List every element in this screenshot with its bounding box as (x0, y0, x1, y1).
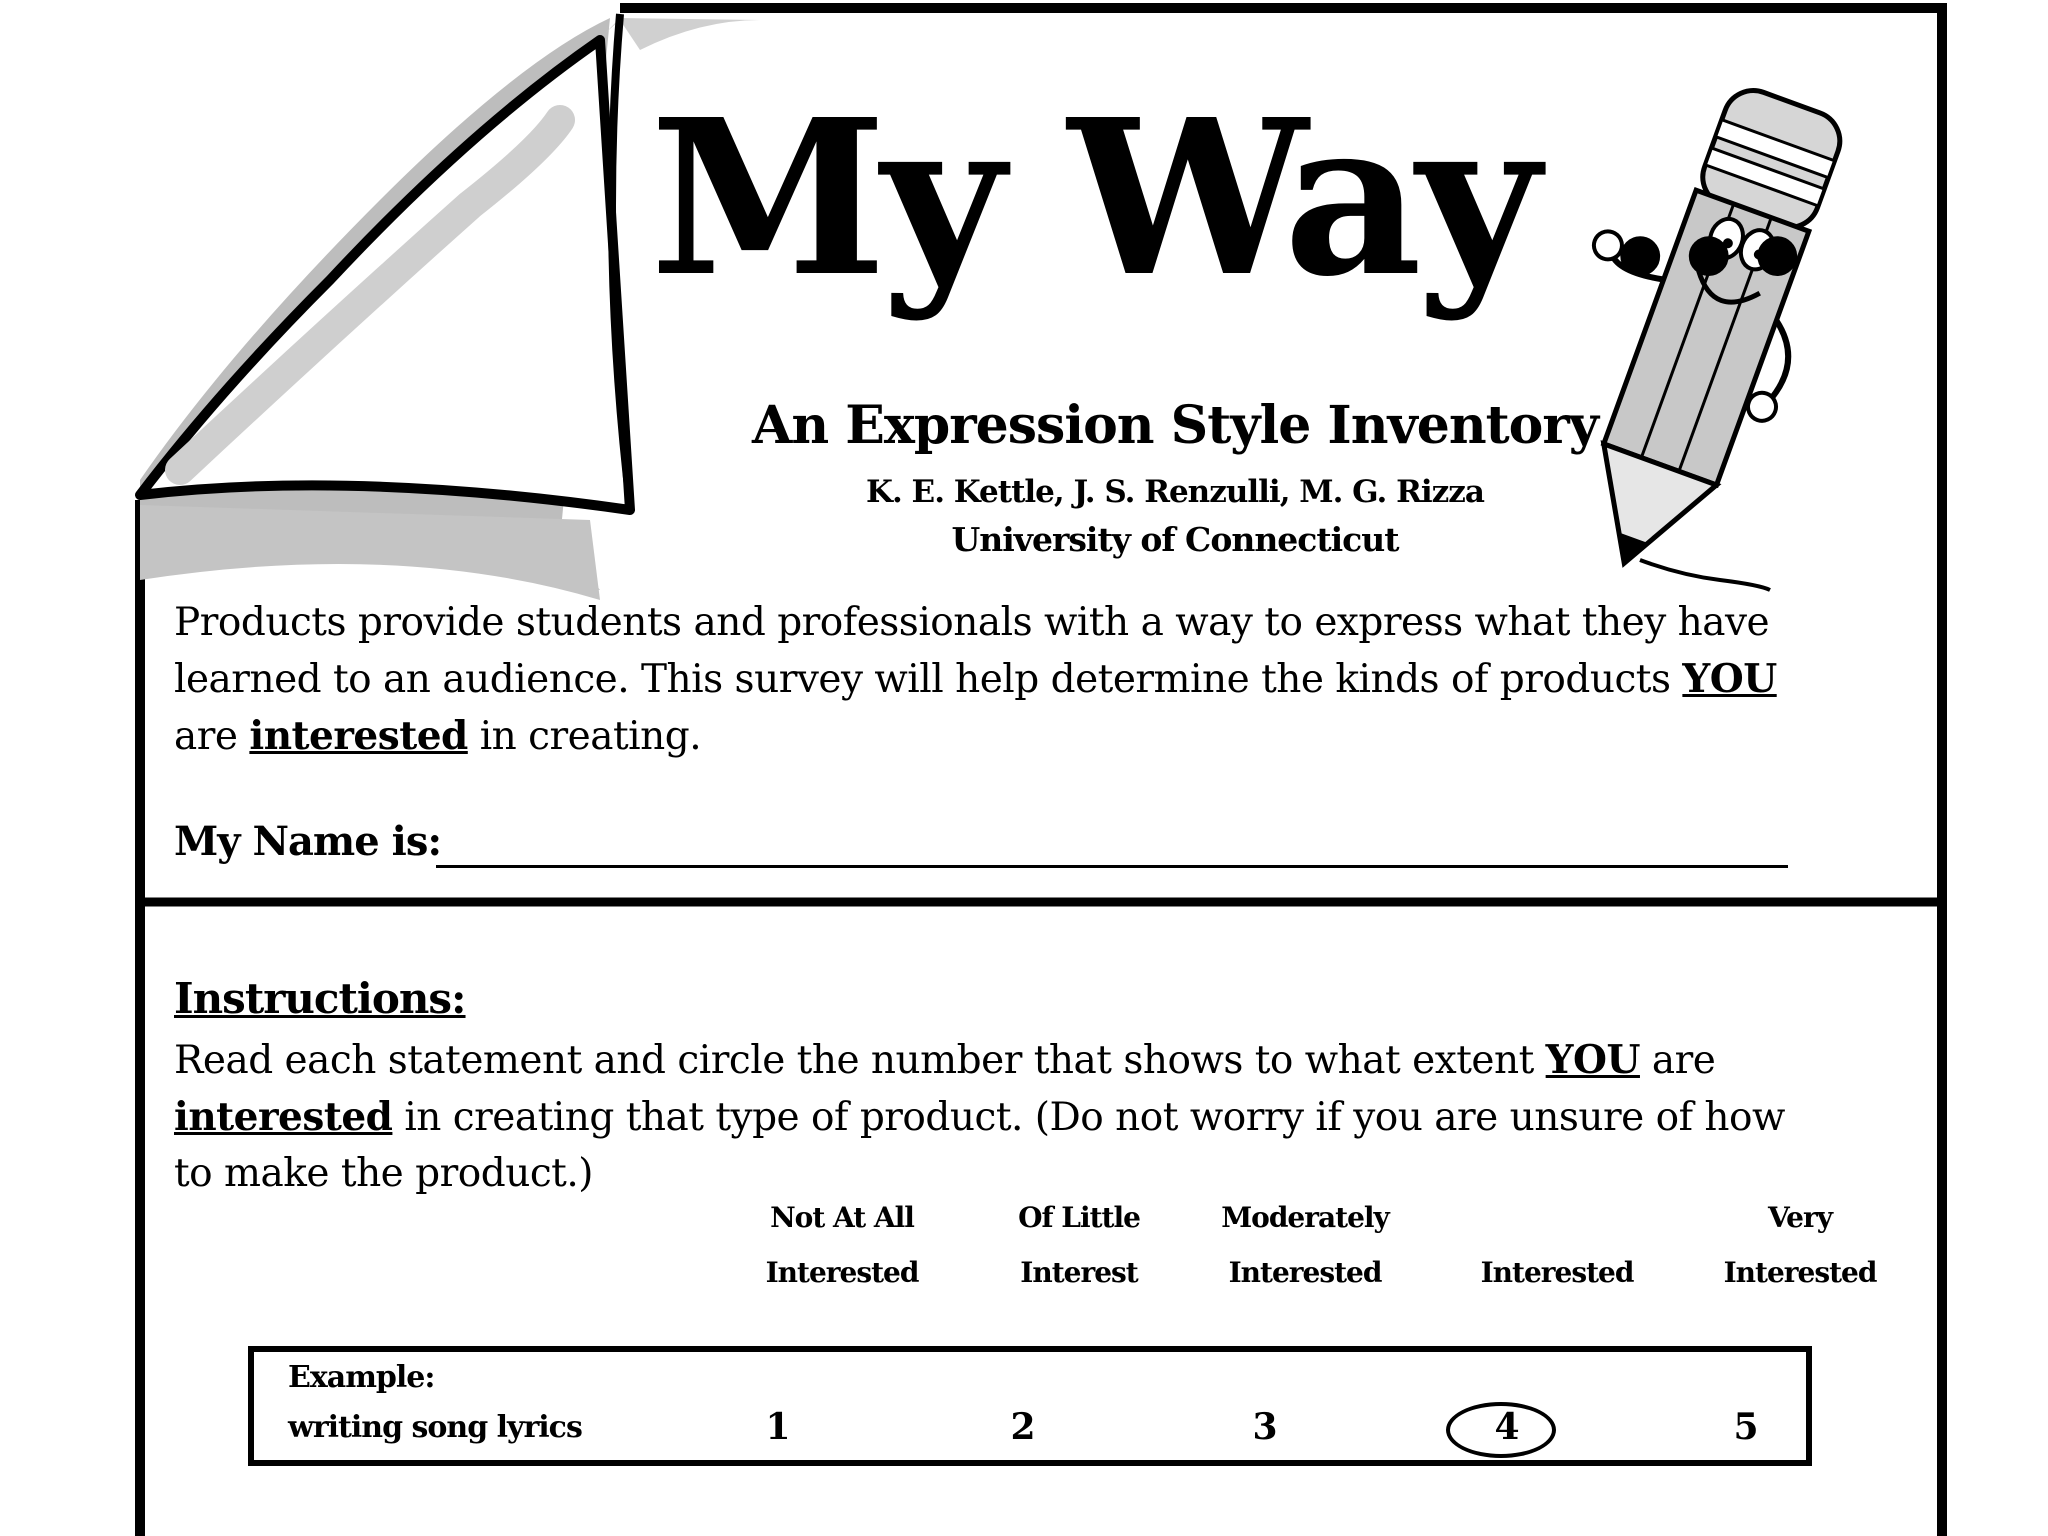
scale-label-4 (1457, 1190, 1657, 1300)
scale-label-line: Interested (1480, 1256, 1634, 1289)
intro-line-1: Products provide students and professionals with a way to express what they have (174, 600, 1770, 645)
intro-line-3-pre: are (174, 714, 250, 759)
emphasis-interested: interested (249, 713, 468, 759)
scale-label-line: Of Little (1018, 1201, 1140, 1234)
example-item: writing song lyrics (288, 1410, 582, 1445)
name-label: My Name is: (174, 818, 442, 865)
instructions-text (174, 1032, 1914, 1202)
intro-line-3 (174, 708, 1914, 765)
rating-option-2[interactable]: 2 (1010, 1406, 1036, 1448)
name-field[interactable] (436, 865, 1788, 868)
rating-option-4[interactable]: 4 (1494, 1406, 1520, 1448)
scale-label-line (1457, 1190, 1657, 1245)
rating-option-3[interactable]: 3 (1252, 1406, 1278, 1448)
scale-label-line: Very (1768, 1201, 1832, 1234)
instructions-line-1-pre: Read each statement and circle the number that shows to what extent (174, 1038, 1546, 1083)
authors: K. E. Kettle, J. S. Renzulli, M. G. Rizza (866, 474, 1484, 510)
subtitle: An Expression Style Inventory (752, 395, 1598, 456)
intro-line-2 (174, 651, 1914, 708)
scale-label-1 (742, 1190, 942, 1300)
scale-label-line: Interested (1723, 1256, 1877, 1289)
intro-paragraph (174, 594, 1914, 765)
scale-label-3 (1205, 1190, 1405, 1300)
example-label: Example: (288, 1360, 435, 1395)
instructions-line-2 (174, 1089, 1914, 1146)
scale-label-5 (1700, 1190, 1900, 1300)
institution: University of Connecticut (951, 520, 1399, 559)
scale-label-line: Not At All (770, 1201, 914, 1234)
scale-label-2 (979, 1190, 1179, 1300)
emphasis-you: YOU (1682, 656, 1777, 702)
intro-line-3-post: in creating. (467, 714, 702, 759)
intro-line-2-text: learned to an audience. This survey will help determine the kinds of products (174, 657, 1683, 702)
scale-label-line: Moderately (1221, 1201, 1389, 1234)
instructions-line-1-post: are (1639, 1038, 1716, 1083)
scale-label-line: Interested (1228, 1256, 1382, 1289)
emphasis-you: YOU (1545, 1037, 1640, 1083)
scale-label-line: Interest (1020, 1256, 1138, 1289)
page-title: My Way ... (650, 73, 1809, 324)
instructions-heading: Instructions: (174, 974, 466, 1023)
scale-label-line: Interested (765, 1256, 919, 1289)
instructions-line-1 (174, 1032, 1914, 1089)
instructions-line-3: to make the product.) (174, 1151, 593, 1196)
emphasis-interested: interested (174, 1094, 393, 1140)
rating-option-5[interactable]: 5 (1733, 1406, 1759, 1448)
rating-option-1[interactable]: 1 (765, 1406, 791, 1448)
instructions-line-2-post: in creating that type of product. (Do not worry if you are unsure of how (392, 1095, 1785, 1140)
